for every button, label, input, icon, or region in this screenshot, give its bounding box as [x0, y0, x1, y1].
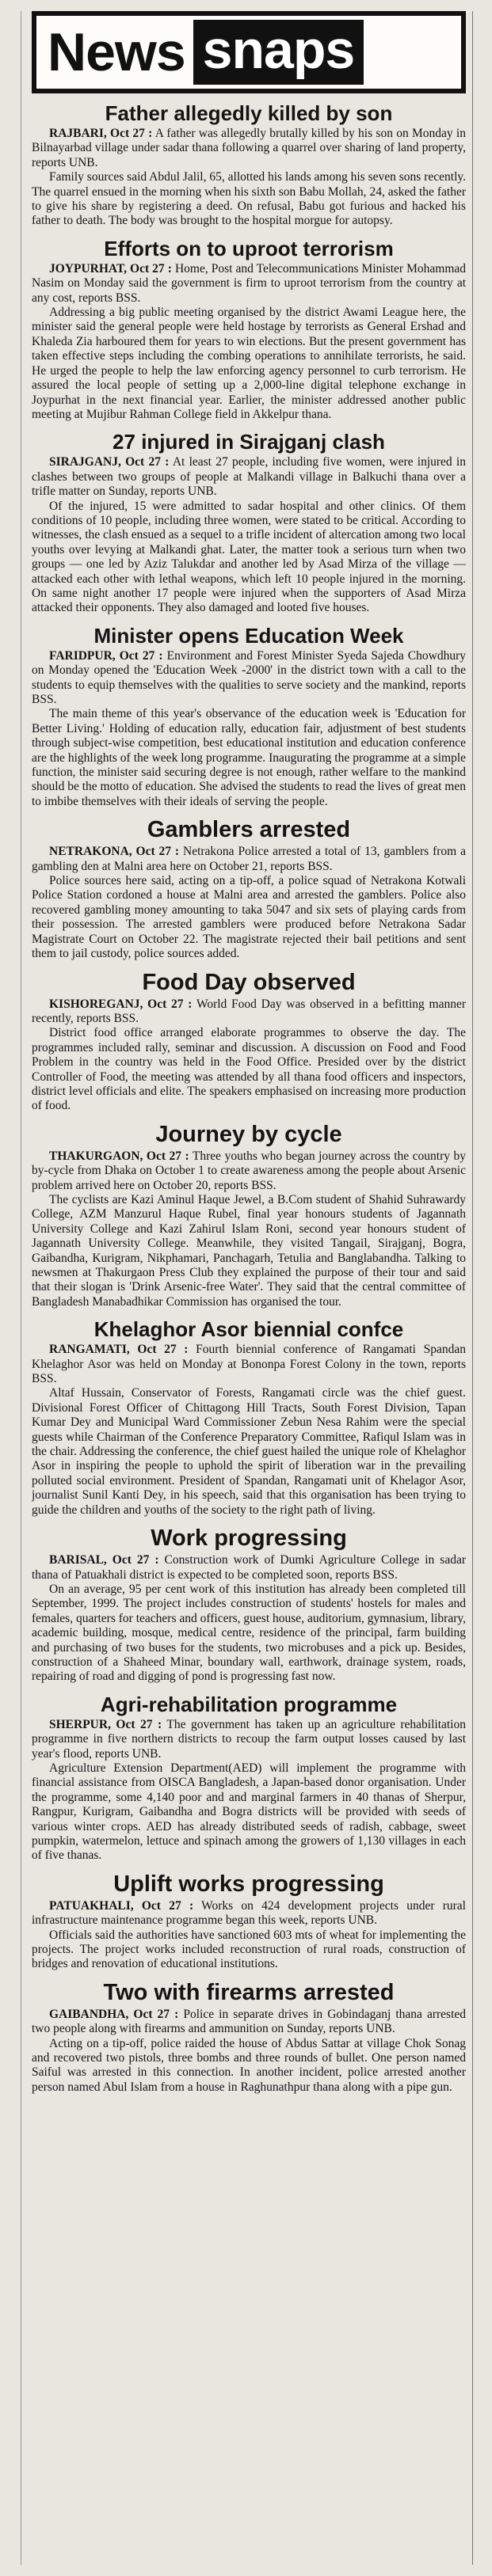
story-paragraph-text: Officials said the authorities have sanctioned 603 mts of wheat for implementing the projects. The project works included reconstruction of rural roads, construction of bridges and renovation of educational institutions.	[32, 1928, 466, 1971]
story-body	[32, 997, 466, 1114]
news-story	[32, 1317, 466, 1518]
news-story	[32, 1871, 466, 1972]
news-story	[32, 1122, 466, 1309]
story-paragraph	[32, 649, 466, 708]
news-story	[32, 817, 466, 961]
story-paragraph	[32, 2008, 466, 2037]
story-headline: Khelaghor Asor biennial confce	[93, 1317, 404, 1342]
story-paragraph	[32, 306, 466, 422]
story-paragraph-text: Of the injured, 15 were admitted to sadar hospital and other clinics. Of them conditions of 10 people, including three women, were stated to be critical. According to witnesses, the clash ensued as a sequel to a trifle incident of altercation among two local youths over levying at Malkandi ghat. Later, the matter took a serious turn when two groups — one led by Aziz Talukdar and another led by Asad Mirza of the village — attacked each other with lethal weapons, which left 10 people injured in the morning. On same night another 17 people were injured when the supporters of Asad Mirza attacked their opponents. They also damaged and looted five houses.	[32, 499, 466, 615]
masthead-word-news: News	[48, 22, 185, 82]
story-body	[32, 455, 466, 615]
news-story	[32, 430, 466, 615]
story-paragraph	[32, 262, 466, 306]
news-story	[32, 101, 466, 229]
story-paragraph	[32, 1553, 466, 1582]
story-paragraph-text: Environment and Forest Minister Syeda Sajeda Chowdhury on Monday opened the 'Education Week -2000' in the district town with a call to the students to equip themselves with the qualities to serve society and the mankind, reports BSS.	[32, 648, 466, 706]
news-story	[32, 1980, 466, 2095]
story-paragraph-text: Fourth biennial conference of Rangamati Spandan Khelaghor Asor was held on Monday at Bononpa Forest Colony in the town, reports BSS.	[32, 1343, 466, 1386]
story-paragraph	[32, 707, 466, 809]
story-paragraph-text: Police in separate drives in Gobindaganj thana arrested two people along with firearms and ammunition on Sunday, reports UNB.	[32, 2007, 466, 2036]
story-paragraph	[32, 1718, 466, 1761]
story-paragraph-text: Altaf Hussain, Conservator of Forests, Rangamati circle was the chief guest. Divisional Forest Officer of Chittagong Hill Tracts, South Forest Division, Tapan Kumar Dey and Municipal Ward Commissioner Zebun Nesa Rahim were the special guests while Chairman of the Conference Preparatory Committee, Rafiqul Islam was in the chair. Addressing the conference, the chief guest hailed the unique role of Khelaghor Asor in inspiring the people to uphold the spirit of liberation war in the prevailing polluted social environment. President of Spandan, Rangamati unit of Khelagor Asor, journalist Sunil Kanti Dey, in his speech, said that this organisation has been trying to guide the children and youths of the society to the right path of living.	[32, 1386, 466, 1517]
story-dateline: NETRAKONA, Oct 27 :	[49, 845, 180, 859]
story-paragraph	[32, 170, 466, 229]
story-paragraph-text: Agriculture Extension Department(AED) will implement the programme with financial assistance from OISCA Bangladesh, a Japan-based donor organisation. Under the programme, some 4,140 poor and and marginal farmers in 40 thanas of Sherpur, Rangpur, Kurigram, Gaibandha and Bogra districts will be provided with seeds of various winter crops. AED has already distributed seeds of radish, cabbage, sweet pumpkin, watermelon, lettuce and spinach among the growers of 1,130 villages in each of five thanas.	[32, 1761, 466, 1863]
story-dateline: RANGAMATI, Oct 27 :	[49, 1343, 189, 1357]
story-dateline: JOYPURHAT, Oct 27 :	[49, 261, 172, 275]
story-body	[32, 845, 466, 961]
story-paragraph	[32, 874, 466, 961]
story-paragraph	[32, 845, 466, 874]
story-paragraph	[32, 1899, 466, 1928]
masthead	[32, 11, 466, 93]
story-body	[32, 1149, 466, 1309]
story-paragraph	[32, 1193, 466, 1309]
story-headline: Journey by cycle	[155, 1121, 342, 1147]
story-paragraph-text: At least 27 people, including five women, were injured in clashes between two groups of people at Malkandi village in Balkuchi thana over a trifle matter on Sunday, reports UNB.	[32, 455, 466, 499]
story-paragraph-text: A father was allegedly brutally killed by his son on Monday in Bilnayarbad village under sadar thana following a quarrel over sharing of land property, reports UNB.	[32, 127, 466, 169]
news-story	[32, 1693, 466, 1864]
story-paragraph-text: Construction work of Dumki Agriculture College in sadar thana of Patuakhali district is expected to be completed soon, reports BSS.	[32, 1553, 466, 1582]
story-paragraph	[32, 1582, 466, 1685]
story-headline: Father allegedly killed by son	[105, 101, 393, 125]
story-headline: Minister opens Education Week	[93, 623, 404, 648]
story-paragraph	[32, 1149, 466, 1193]
story-body	[32, 1553, 466, 1685]
story-headline: Two with firearms arrested	[103, 1979, 395, 2005]
story-paragraph	[32, 1386, 466, 1518]
story-dateline: FARIDPUR, Oct 27 :	[49, 648, 163, 663]
story-paragraph-text: The government has taken up an agriculture rehabilitation programme in five northern districts to recoup the farm output losses caused by last year's flood, reports UNB.	[32, 1717, 466, 1761]
story-body	[32, 649, 466, 809]
news-column	[32, 11, 466, 2565]
story-headline: Work progressing	[151, 1525, 347, 1552]
story-headline: Food Day observed	[142, 969, 356, 995]
story-paragraph-text: On an average, 95 per cent work of this institution has already been completed till September, 1999. The project includes construction of students' hostels for males and females, quarters for teachers and officers, guest house, auditorium, gymnasium, library, academic building, mosque, medical centre, residence of the principal, farm building and purchasing of two buses for the students, two microbuses and a pick up. Besides, construction of a Shaheed Minar, boundary wall, earthwork, drainage system, roads, repairing of road and digging of pond is progressing fast now.	[32, 1582, 466, 1684]
story-body	[32, 127, 466, 229]
story-paragraph-text: Three youths who began journey across the country by by-cycle from Dhaka on October 1 to create awareness among the people about Arsenic problem arrived here on October 20, reports BSS.	[32, 1149, 466, 1192]
story-body	[32, 262, 466, 422]
story-body	[32, 1718, 466, 1864]
story-paragraph-text: Police sources here said, acting on a tip-off, a police squad of Netrakona Kotwali Police Station cordoned a house at Malni area and arrested the gamblers. Police also recovered gambling money amounting to taka 5047 and six sets of playing cards from their possession. The arrested gamblers were produced before Netrakona Sadar Magistrate Court on October 22. The magistrate rejected their bail petitions and sent them to jail custody, police sources added.	[32, 874, 466, 961]
story-body	[32, 2008, 466, 2095]
adjacent-column-left	[0, 11, 21, 2565]
story-paragraph-text: Home, Post and Telecommunications Minister Mohammad Nasim on Monday said the government is firm to uproot terrorism from the country at any cost, reports BSS.	[32, 261, 466, 305]
story-dateline: KISHOREGANJ, Oct 27 :	[49, 997, 193, 1011]
news-story	[32, 970, 466, 1114]
story-headline: Gamblers arrested	[147, 817, 351, 843]
masthead-word-snaps: snaps	[193, 20, 364, 85]
story-paragraph-text: The cyclists are Kazi Aminul Haque Jewel, a B.Com student of Shahid Suhrawardy College, AZM Manzurul Haque Rubel, final year honours students of Jagannath University College and Kazi Zahirul Islam Roni, second year honours student of Jagannath University College. Meanwhile, they visited Tangail, Sirajganj, Bogra, Gaibandha, Kurigram, Nikphamari, Panchagarh, Tetulia and Banglabandha. Talking to newsmen at Thakurgaon Press Club they explained the purpose of their tour and said that their slogan is 'Drink Arsenic-free Water'. They said that the central committee of Bangladesh Manabadhikar Commission has organised the tour.	[32, 1192, 466, 1309]
story-dateline: SIRAJGANJ, Oct 27 :	[49, 455, 170, 469]
story-paragraph	[32, 1343, 466, 1386]
story-paragraph	[32, 1928, 466, 1972]
story-body	[32, 1899, 466, 1972]
story-paragraph-text: Family sources said Abdul Jalil, 65, allotted his lands among his seven sons recently. The quarrel ensued in the morning when his sixth son Babu Mollah, 24, asked the father to give his share by registering a deed. On refusal, Babu got furious and hacked his father to death. The body was brought to the hospital morgue for autopsy.	[32, 170, 466, 228]
story-dateline: PATUAKHALI, Oct 27 :	[49, 1898, 194, 1913]
story-paragraph	[32, 997, 466, 1027]
story-dateline: RAJBARI, Oct 27 :	[49, 127, 153, 140]
news-story	[32, 1525, 466, 1685]
story-headline: 27 injured in Sirajganj clash	[113, 430, 385, 454]
story-headline: Efforts on to uproot terrorism	[104, 236, 394, 260]
story-paragraph-text: Acting on a tip-off, police raided the house of Abdus Sattar at village Chok Sonag and recovered two pistols, three bombs and three rounds of bullet. One person named Saiful was arrested in this connection. In another incident, police arrested another person named Abul Islam from a house in Raghunathpur thana along with a pipe gun.	[32, 2036, 466, 2094]
story-headline: Agri-rehabilitation programme	[100, 1692, 398, 1716]
adjacent-column-right	[472, 11, 492, 2565]
story-headline: Uplift works progressing	[113, 1871, 384, 1897]
story-dateline: GAIBANDHA, Oct 27 :	[49, 2007, 179, 2021]
stories-list	[32, 101, 466, 2095]
story-paragraph-text: World Food Day was observed in a befitting manner recently, reports BSS.	[32, 997, 466, 1025]
story-paragraph-text: District food office arranged elaborate programmes to observe the day. The programmes included rally, seminar and discussion. A discussion on Food and Food Problem in the country was held in the Food Office. Presided over by the district Controller of Food, the meeting was attended by all thana food officers and inspectors, district level officials and elite. The speakers emphasised on increasing more production of food.	[32, 1026, 466, 1113]
story-paragraph	[32, 455, 466, 499]
story-dateline: THAKURGAON, Oct 27 :	[49, 1149, 189, 1163]
story-dateline: BARISAL, Oct 27 :	[49, 1553, 159, 1567]
news-story	[32, 237, 466, 422]
story-paragraph	[32, 127, 466, 170]
story-paragraph-text: The main theme of this year's observance of the education week is 'Education for Better Living.' Holding of education rally, education fair, adjustment of best students through subject-wise competition, best educational institution and education conference are the highlights of the week long programme. Inaugurating the programme at a simple function, the minister said securing degree is not enough, rather welfare to the mankind should be the motto of education. She advised the students to read the lives of great men to imbibe themselves with their ideals of serving the people.	[32, 707, 466, 808]
story-paragraph	[32, 2037, 466, 2095]
story-paragraph	[32, 1761, 466, 1864]
news-story	[32, 624, 466, 809]
story-paragraph-text: Addressing a big public meeting organised by the district Awami League here, the minister said the general people were held hostage by terrorists as General Ershad and Khaleda Zia harboured them for years to win elections. But the present government has taken effective steps including the combing operations to annihilate terrorists, he said. He urged the people to help the law enforcing agency personnel to curb terrorism. He assured the local people of setting up a 2,000-line digital telephone exchange in Joypurhat in the next financial year. Earlier, the minister addressed another public meeting at Mujibur Rahman College field in Akkelpur thana.	[32, 306, 466, 421]
story-body	[32, 1343, 466, 1518]
story-paragraph-text: Netrakona Police arrested a total of 13, gamblers from a gambling den at Malni area here on October 21, reports BSS.	[32, 845, 466, 873]
story-paragraph	[32, 1026, 466, 1113]
story-paragraph	[32, 500, 466, 616]
story-paragraph-text: Works on 424 development projects under rural infrastructure maintenance programme began this week, reports UNB.	[32, 1898, 466, 1928]
story-dateline: SHERPUR, Oct 27 :	[49, 1717, 162, 1731]
